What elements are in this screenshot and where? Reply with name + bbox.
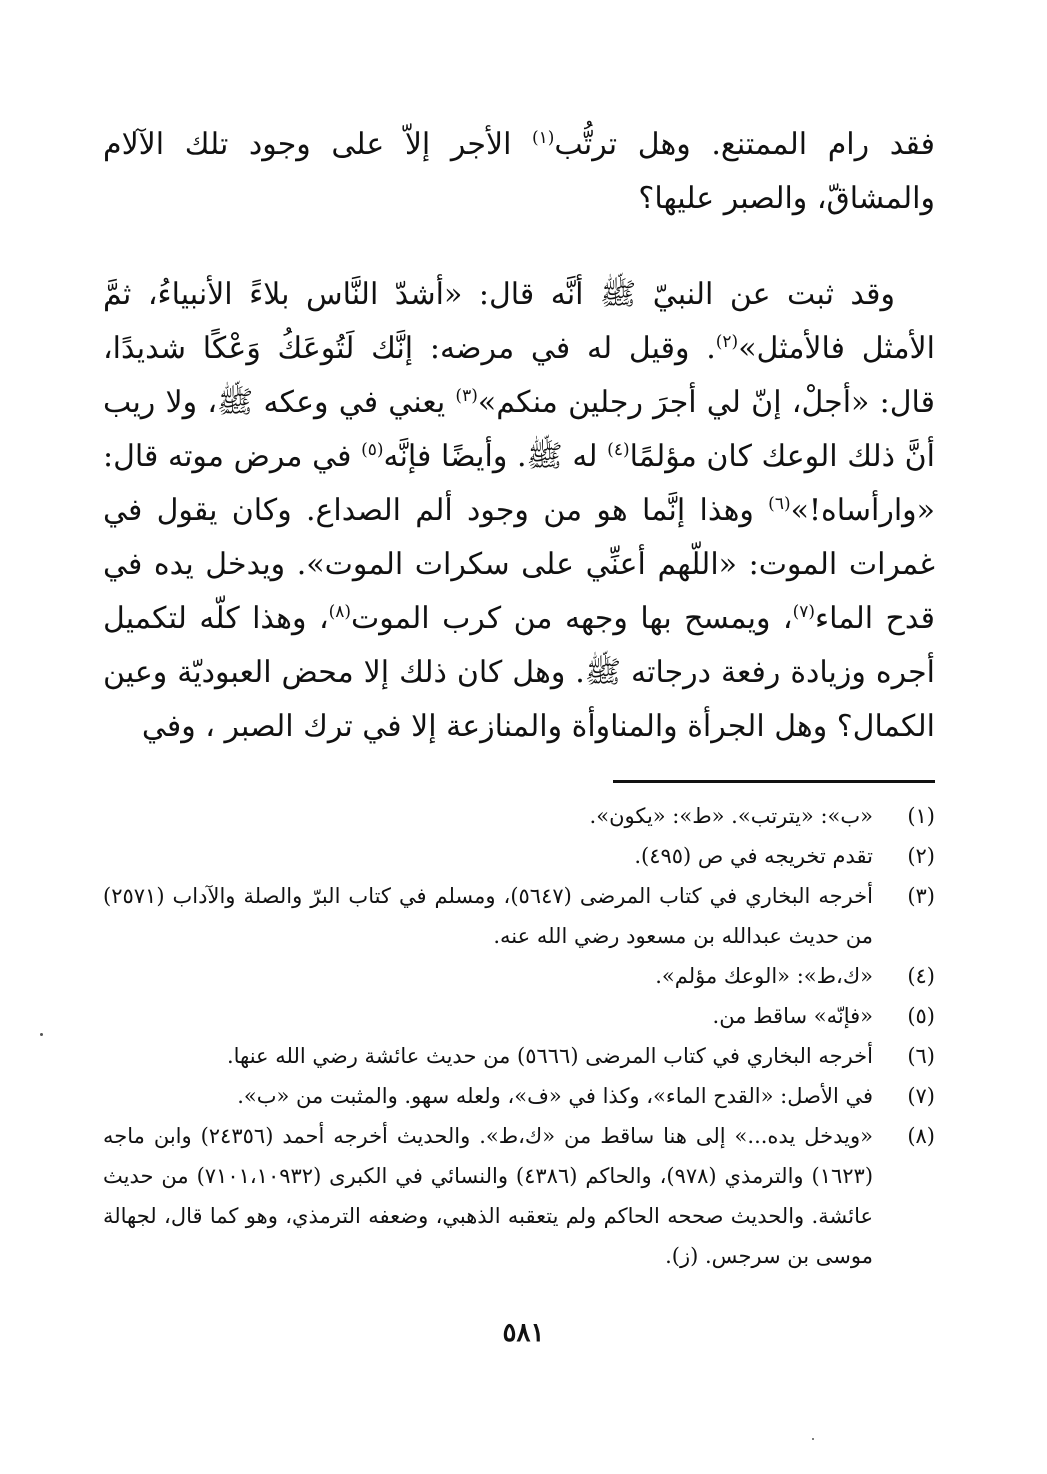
footnote-text: «ك،ط»: «الوعك مؤلم».: [655, 964, 873, 988]
footnote-text: في الأصل: «القدح الماء»، وكذا في «ف»، ولعله سهو. والمثبت من «ب».: [237, 1084, 873, 1108]
paragraph-text: له ﷺ. وأيضًا فإنَّه: [383, 439, 608, 474]
paragraph-text: الأجر إلاّ على وجود تلك الآلام والمشاقّ، والصبر عليها؟: [103, 127, 935, 216]
footnote-5: [103, 996, 935, 1036]
paragraph-text: ، ويمسح بها وجهه من كرب الموت: [351, 601, 793, 636]
footnote-number: (٢): [907, 844, 935, 868]
footnote-number: (٦): [907, 1044, 935, 1068]
footnote-number: (١): [907, 804, 935, 828]
footnote-divider: [613, 780, 935, 783]
footnote-text: «فإنّه» ساقط من.: [712, 1004, 873, 1028]
paragraph-text: في مرض موته قال: «وارأساه!»: [103, 439, 935, 528]
paragraph-text: يعني في وعكه ﷺ، ولا ريب أنَّ ذلك الوعك كان مؤلمًا: [103, 385, 935, 474]
footnote-ref-7: (٧): [792, 602, 816, 622]
footnote-ref-4: (٤): [607, 440, 630, 460]
paragraph-text: وقد ثبت عن النبيّ ﷺ أنَّه قال: «أشدّ النَّاس بلاءً الأنبياءُ، ثمَّ الأمثل فالأمثل»: [103, 277, 935, 366]
footnote-3: [103, 876, 935, 956]
paragraph-text: ، وهذا كلّه لتكميل أجره وزيادة رفعة درجاته ﷺ. وهل كان ذلك إلا محض العبوديّة وعين الكمال؟ وهل الجرأة والمناوأة والمنازعة إلا في ترك الصبر ، وفي: [103, 601, 935, 744]
footnote-1: [103, 796, 935, 836]
paragraph-text: . وقيل له في مرضه: إنَّك لَتُوعَكُ وَعْكًا شديدًا، قال: «أجلْ، إنّ لي أجرَ رجلين منكم»: [103, 331, 936, 420]
footnote-number: (٨): [907, 1124, 935, 1148]
paragraph-1: [103, 118, 935, 226]
paragraph-text: فقد رام الممتنع. وهل ترتُّب: [554, 127, 935, 162]
page-number: ٥٨١: [502, 1318, 545, 1348]
footnote-number: (٣): [907, 884, 935, 908]
footnote-text: «ب»: «يترتب». «ط»: «يكون».: [589, 804, 873, 828]
footnote-text: «ويدخل يده...» إلى هنا ساقط من «ك،ط». والحديث أخرجه أحمد (٢٤٣٥٦) وابن ماجه (١٦٢٣) والترمذي (٩٧٨)، والحاكم (٤٣٨٦) والنسائي في الكبرى (٧١٠١،١٠٩٣٢) من حديث عائشة. والحديث صححه الحاكم ولم يتعقبه الذهبي، وضعفه الترمذي، وهو كما قال، لجهالة موسى بن سرجس. (ز).: [103, 1124, 874, 1268]
footnote-number: (٤): [907, 964, 935, 988]
footnote-8: [103, 1116, 935, 1276]
footnote-ref-1: (١): [532, 128, 555, 148]
footnote-ref-2: (٢): [715, 332, 739, 352]
footnote-number: (٥): [907, 1004, 935, 1028]
footnote-7: [103, 1076, 935, 1116]
footnotes-list: [103, 796, 935, 1276]
footnote-ref-8: (٨): [328, 602, 352, 622]
scan-speck: [40, 1033, 43, 1036]
paragraph-2: [103, 268, 935, 754]
footnote-number: (٧): [907, 1084, 935, 1108]
footnote-text: أخرجه البخاري في كتاب المرضى (٥٦٦٦) من حديث عائشة رضي الله عنها.: [226, 1044, 873, 1068]
footnote-4: [103, 956, 935, 996]
footnote-ref-6: (٦): [768, 494, 791, 514]
scan-speck: [812, 1438, 814, 1440]
footnote-6: [103, 1036, 935, 1076]
footnote-ref-3: (٣): [455, 386, 478, 406]
footnote-2: [103, 836, 935, 876]
footnote-ref-5: (٥): [361, 440, 384, 460]
footnote-text: أخرجه البخاري في كتاب المرضى (٥٦٤٧)، ومسلم في كتاب البرّ والصلة والآداب (٢٥٧١) من حديث عبدالله بن مسعود رضي الله عنه.: [103, 884, 873, 948]
footnote-text: تقدم تخريجه في ص (٤٩٥).: [634, 844, 873, 868]
paragraph-text: وهذا إنَّما هو من وجود ألم الصداع. وكان يقول في غمرات الموت: «اللّهم أعنِّي على سكرات الموت». ويدخل يده في قدح الماء: [103, 493, 935, 636]
